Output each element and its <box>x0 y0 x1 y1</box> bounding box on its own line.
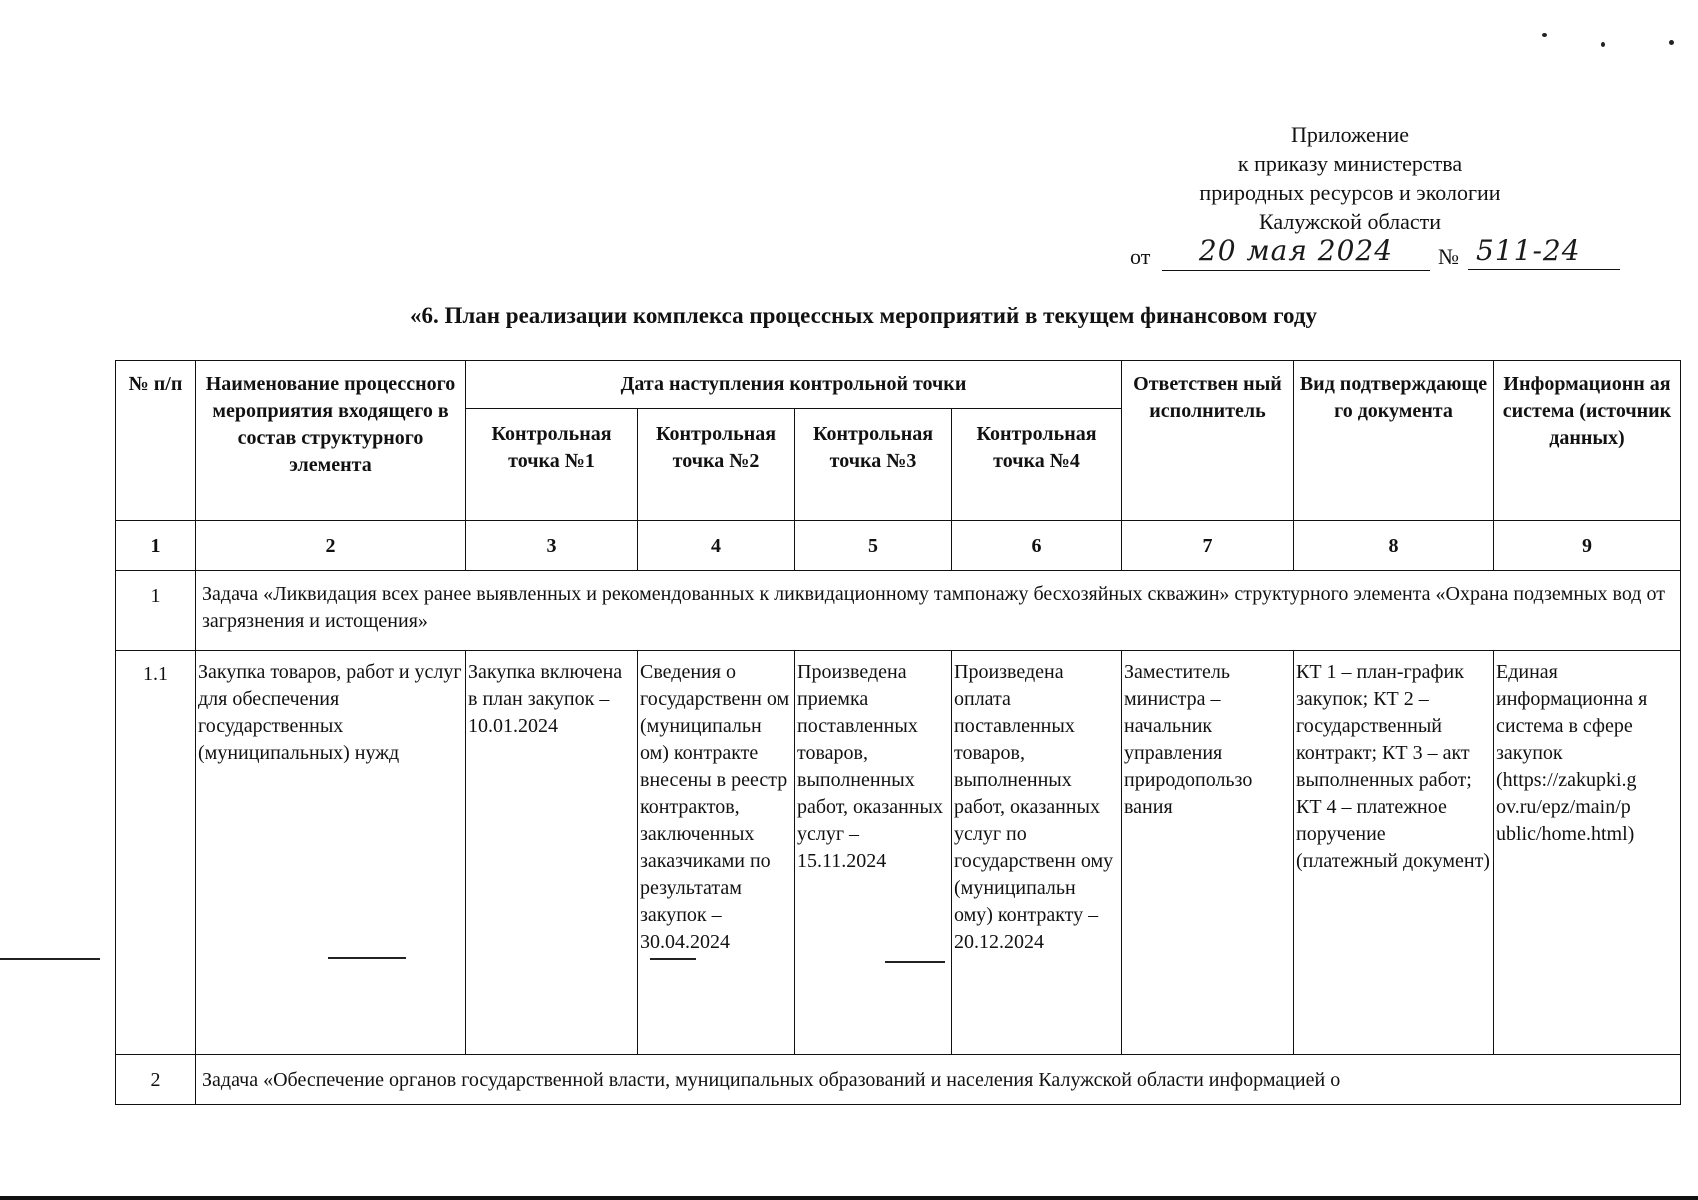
appendix-line: Приложение <box>1290 122 1410 147</box>
scan-speck <box>1542 33 1547 37</box>
scan-bottom-edge <box>0 1196 1698 1200</box>
column-number: 6 <box>952 521 1122 571</box>
confirming-document: КТ 1 – план-график закупок; КТ 2 – государственный контракт; КТ 3 – акт выполненных работ; КТ 4 – платежное поручение (платежный документ) <box>1294 651 1494 1055</box>
header-kt2: Контрольная точка №2 <box>638 409 795 521</box>
stray-line <box>650 958 696 960</box>
column-number: 4 <box>638 521 795 571</box>
appendix-header <box>1110 120 1590 236</box>
stray-line <box>328 957 406 959</box>
header-num: № п/п <box>116 361 196 521</box>
column-number: 3 <box>466 521 638 571</box>
column-number: 5 <box>795 521 952 571</box>
column-number: 9 <box>1494 521 1681 571</box>
header-kt3: Контрольная точка №3 <box>795 409 952 521</box>
order-number-handwritten: 511-24 <box>1468 234 1620 270</box>
activity-row <box>116 651 1681 1055</box>
stray-line <box>0 958 100 960</box>
column-number: 7 <box>1122 521 1294 571</box>
column-numbers-row <box>116 521 1681 571</box>
order-date-number <box>1130 234 1620 274</box>
header-responsible: Ответствен ный исполнитель <box>1122 361 1294 521</box>
plan-title: «6. План реализации комплекса процессных мероприятий в текущем финансовом году <box>410 303 1318 328</box>
appendix-line: к приказу министерства <box>1237 151 1463 176</box>
information-system: Единая информационна я система в сфере закупок (https://zakupki.g ov.ru/epz/main/p ublic/home.html) <box>1494 651 1681 1055</box>
control-point-3: Произведена приемка поставленных товаров, выполненных работ, оказанных услуг – 15.11.2024 <box>795 651 952 1055</box>
appendix-line: Калужской области <box>1259 209 1441 234</box>
header-kt4: Контрольная точка №4 <box>952 409 1122 521</box>
task-number: 1 <box>116 571 196 651</box>
from-label: от <box>1130 244 1151 269</box>
header-kt1: Контрольная точка №1 <box>466 409 638 521</box>
number-label: № <box>1438 244 1459 269</box>
activity-name: Закупка товаров, работ и услуг для обеспечения государственных (муниципальных) нужд <box>196 651 466 1055</box>
control-point-4: Произведена оплата поставленных товаров, выполненных работ, оказанных услуг по государственн ому (муниципальн ому) контракту – 20.12.2024 <box>952 651 1122 1055</box>
task-number: 2 <box>116 1055 196 1105</box>
control-point-1: Закупка включена в план закупок – 10.01.2024 <box>466 651 638 1055</box>
task-row <box>116 571 1681 651</box>
activity-number: 1.1 <box>116 651 196 1055</box>
header-doc-type: Вид подтверждающе го документа <box>1294 361 1494 521</box>
task-text: Задача «Обеспечение органов государственной власти, муниципальных образований и населения Калужской области информацией о <box>196 1055 1681 1105</box>
header-name: Наименование процессного мероприятия входящего в состав структурного элемента <box>196 361 466 521</box>
column-number: 1 <box>116 521 196 571</box>
scan-speck <box>1669 40 1674 45</box>
appendix-line: природных ресурсов и экологии <box>1199 180 1501 205</box>
header-date-group: Дата наступления контрольной точки <box>466 361 1122 409</box>
header-info-system: Информационн ая система (источник данных) <box>1494 361 1681 521</box>
responsible-executor: Заместитель министра – начальник управления природопользо вания <box>1122 651 1294 1055</box>
stray-line <box>885 961 945 963</box>
scan-speck <box>1601 42 1605 47</box>
order-date-handwritten: 20 мая 2024 <box>1162 234 1430 271</box>
task-row <box>116 1055 1681 1105</box>
column-number: 2 <box>196 521 466 571</box>
header-row <box>116 361 1681 409</box>
task-text: Задача «Ликвидация всех ранее выявленных и рекомендованных к ликвидационному тампонажу бесхозяйных скважин» структурного элемента «Охрана подземных вод от загрязнения и истощения» <box>196 571 1681 651</box>
column-number: 8 <box>1294 521 1494 571</box>
plan-table <box>115 360 1681 1105</box>
control-point-2: Сведения о государственн ом (муниципальн ом) контракте внесены в реестр контрактов, заключенных заказчиками по результатам закупок – 30.04.2024 <box>638 651 795 1055</box>
